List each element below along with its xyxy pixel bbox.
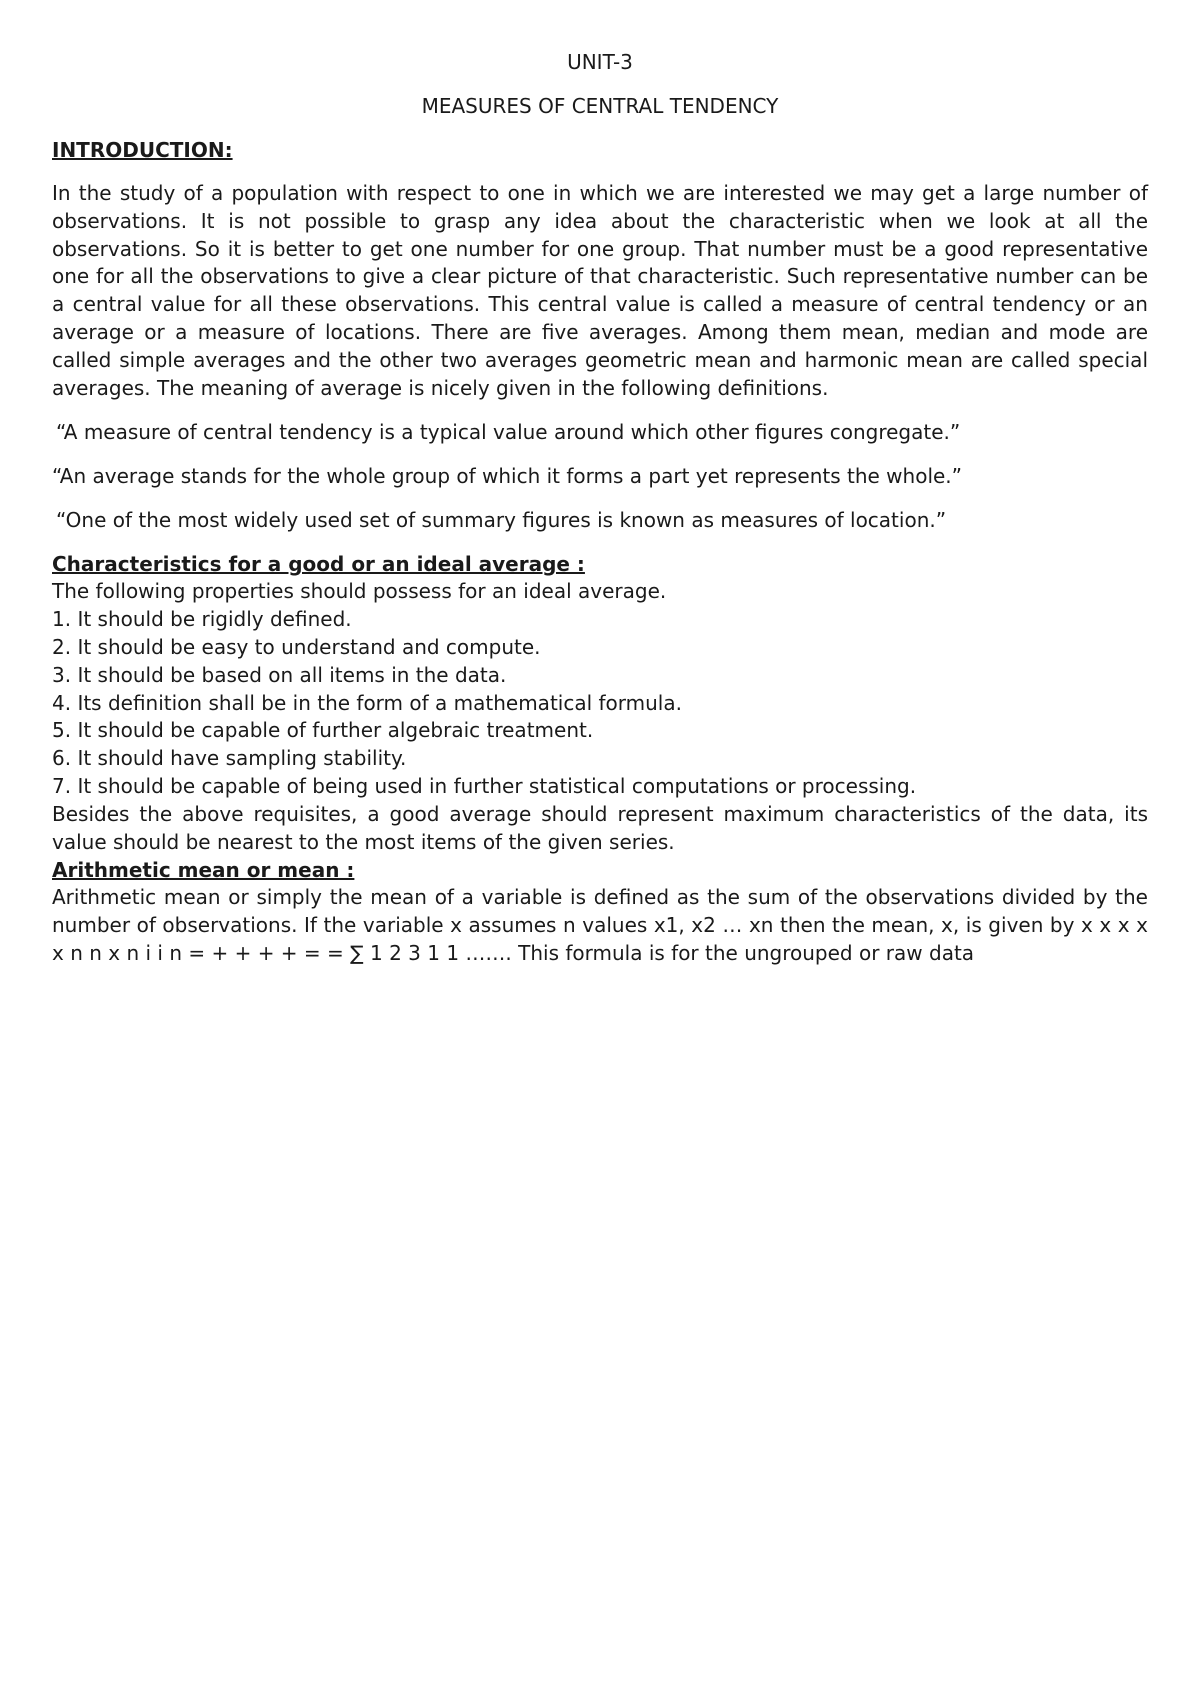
characteristics-list	[52, 606, 1148, 801]
introduction-heading: INTRODUCTION:	[52, 138, 233, 162]
unit-title: UNIT-3	[567, 50, 633, 74]
arithmetic-mean-heading: Arithmetic mean or mean :	[52, 858, 355, 883]
list-item: 3. It should be based on all items in the data.	[52, 662, 507, 687]
definition-quote-2: “An average stands for the whole group of which it forms a part yet represents the whole.”	[52, 464, 963, 489]
document-subtitle: MEASURES OF CENTRAL TENDENCY	[421, 94, 779, 118]
list-item: 7. It should be capable of being used in further statistical computations or processing.	[52, 773, 917, 798]
characteristics-closing: Besides the above requisites, a good average should represent maximum characteristics of the data, its value should be nearest to the most items of the given series.	[52, 801, 1148, 854]
list-item: 4. Its definition shall be in the form of a mathematical formula.	[52, 690, 682, 715]
arithmetic-mean-paragraph: Arithmetic mean or simply the mean of a variable is defined as the sum of the observations divided by the number of observations. If the variable x assumes n values x1, x2 … xn then the mean, x, is given by x x x x x n n x n i i n = + + + + = = ∑ 1 2 3 1 1 ……. This formula is for the ungrouped or raw data	[52, 885, 1148, 965]
characteristics-intro: The following properties should possess for an ideal average.	[52, 579, 667, 604]
document-content	[52, 48, 1148, 968]
definition-quote-3: “One of the most widely used set of summary figures is known as measures of location.”	[56, 508, 947, 533]
list-item: 6. It should have sampling stability.	[52, 746, 407, 771]
definition-quote-1: “A measure of central tendency is a typical value around which other figures congregate.”	[56, 420, 961, 445]
list-item: 2. It should be easy to understand and compute.	[52, 634, 541, 659]
list-item: 5. It should be capable of further algebraic treatment.	[52, 718, 594, 743]
list-item: 1. It should be rigidly defined.	[52, 607, 352, 632]
introduction-paragraph: In the study of a population with respect to one in which we are interested we may get a large number of observations. It is not possible to grasp any idea about the characteristic when we look at all the observations. So it is better to get one number for one group. That number must be a good representative one for all the observations to give a clear picture of that characteristic. Such representative number can be a central value for all these observations. This central value is called a measure of central tendency or an average or a measure of locations. There are five averages. Among them mean, median and mode are called simple averages and the other two averages geometric mean and harmonic mean are called special averages. The meaning of average is nicely given in the following definitions.	[52, 181, 1148, 400]
characteristics-heading: Characteristics for a good or an ideal average :	[52, 552, 585, 577]
